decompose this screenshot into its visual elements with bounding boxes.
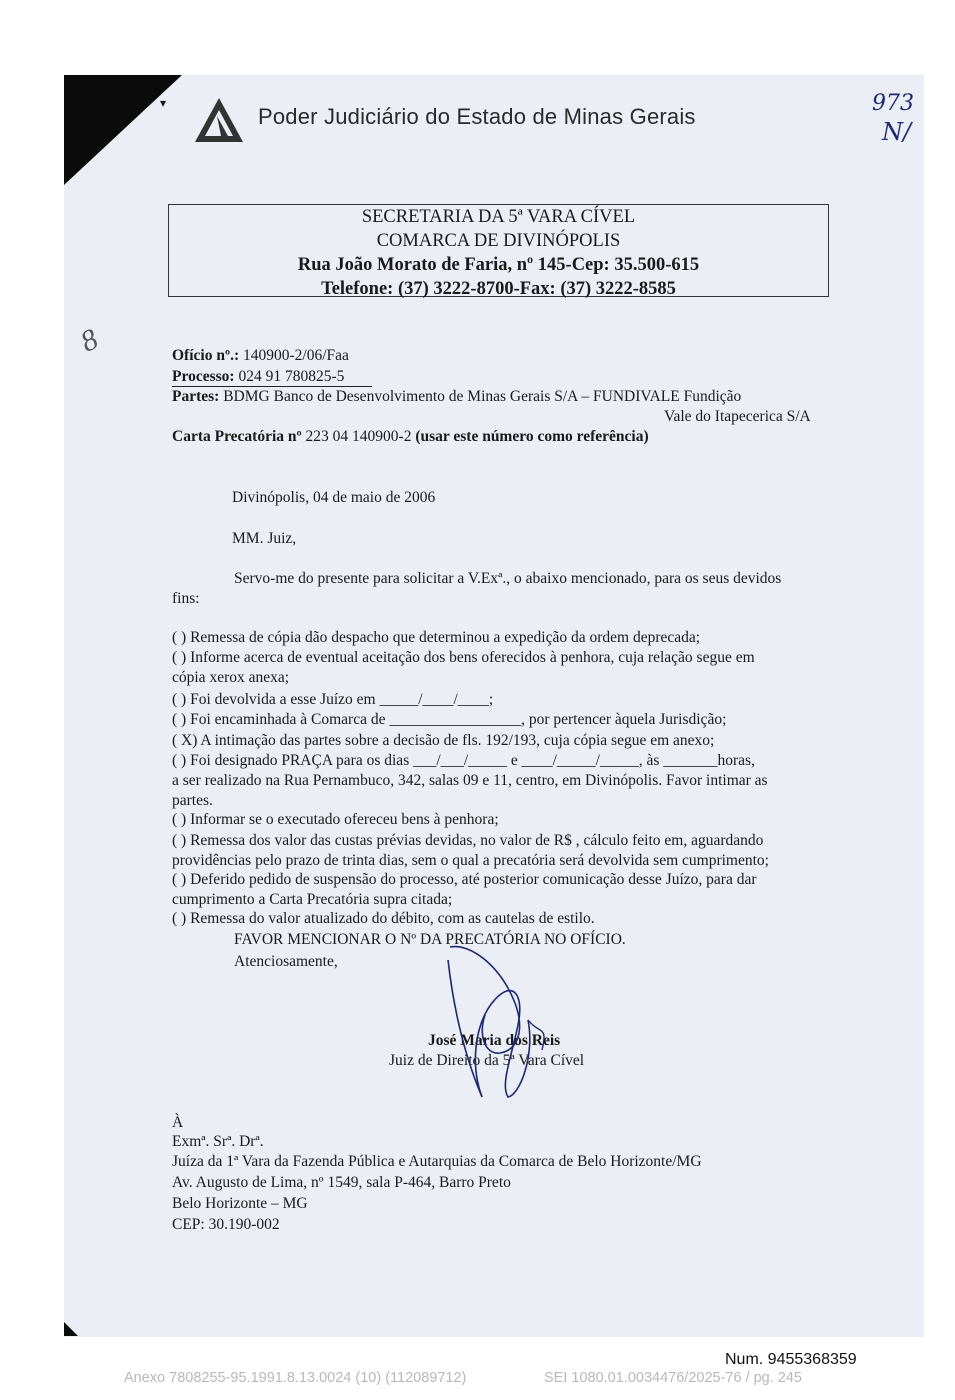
recipient-line-3: Belo Horizonte – MG: [172, 1195, 308, 1212]
date-line: Divinópolis, 04 de maio de 2006: [232, 489, 436, 506]
closing-mention: FAVOR MENCIONAR O Nº DA PRECATÓRIA NO OFÍCIO.: [234, 931, 626, 948]
carta-value: 223 04 140900-2: [305, 428, 412, 445]
scan-corner-shadow-top: [64, 75, 182, 185]
secretaria-header-box: [168, 204, 829, 297]
item-line: ( ) Foi devolvida a esse Juízo em _____/____/____;: [172, 691, 494, 708]
processo-value: 024 91 780825-5: [238, 368, 345, 385]
item-line: cumprimento a Carta Precatória supra citada;: [172, 891, 453, 908]
salutation: MM. Juiz,: [232, 530, 297, 547]
item-line: ( ) Remessa do valor atualizado do débito, com as cautelas de estilo.: [172, 910, 595, 927]
partes-value: BDMG Banco de Desenvolvimento de Minas Gerais S/A – FUNDIVALE Fundição: [223, 388, 742, 405]
secretaria-address: Rua João Morato de Faria, nº 145-Cep: 35.500-615: [297, 255, 700, 275]
judiciary-logo-icon: [193, 96, 245, 144]
signer-role: Juiz de Direito da 5ª Vara Cível: [389, 1052, 585, 1069]
svg-text:N/: N/: [882, 118, 912, 146]
sei-page-footer: SEI 1080.01.0034476/2025-76 / pg. 245: [544, 1370, 802, 1386]
item-line: ( ) Informe acerca de eventual aceitação dos bens oferecidos à penhora, cuja relação segue em: [172, 649, 755, 666]
carta-note: (usar este número como referência): [415, 428, 649, 445]
arrow-mark-icon: ▾: [160, 96, 167, 110]
carta-label: Carta Precatória nº: [172, 428, 302, 445]
intro-line-2: fins:: [172, 590, 200, 607]
svg-text:973: 973: [872, 91, 914, 116]
item-line: ( ) Remessa de cópia dão despacho que determinou a expedição da ordem deprecada;: [172, 629, 701, 646]
item-line: a ser realizado na Rua Pernambuco, 342, salas 09 e 11, centro, em Divinópolis. Favor intimar as: [172, 772, 768, 789]
item-line: ( ) Foi encaminhada à Comarca de _________________, por pertencer àquela Jurisdição;: [172, 711, 727, 728]
item-line-checked: ( X) A intimação das partes sobre a decisão de fls. 192/193, cuja cópia segue em anexo;: [172, 732, 715, 749]
partes-line: [172, 388, 741, 406]
recipient-line-2: Av. Augusto de Lima, nº 1549, sala P-464, Barro Preto: [172, 1174, 511, 1191]
handwritten-signature: [430, 925, 580, 1105]
secretaria-phone: Telefone: (37) 3222-8700-Fax: (37) 3222-8585: [321, 279, 676, 299]
oficio-value: 140900-2/06/Faa: [242, 347, 349, 364]
secretaria-line-1: SECRETARIA DA 5ª VARA CÍVEL: [361, 207, 636, 227]
item-line: partes.: [172, 792, 213, 809]
item-line: ( ) Remessa dos valor das custas prévias devidas, no valor de R$ , cálculo feito em, aguardando: [172, 832, 764, 849]
recipient-line-4: CEP: 30.190-002: [172, 1216, 280, 1233]
secretaria-line-2: COMARCA DE DIVINÓPOLIS: [376, 231, 621, 251]
anexo-footer: Anexo 7808255-95.1991.8.13.0024 (10) (112089712): [124, 1370, 467, 1386]
recipient-treatment: Exmª. Srª. Drª.: [172, 1133, 264, 1150]
partes-label: Partes:: [172, 388, 220, 405]
scan-corner-shadow-bottom: [64, 1322, 78, 1336]
carta-precatoria-line: [172, 428, 649, 446]
oficio-label: Ofício nº.:: [172, 347, 240, 364]
recipient-to: À: [172, 1114, 184, 1131]
processo-line: [172, 368, 372, 387]
document-number-footer: Num. 9455368359: [725, 1351, 857, 1368]
handwritten-margin-mark: 8: [75, 322, 104, 359]
item-line: ( ) Deferido pedido de suspensão do processo, até posterior comunicação desse Juízo, para dar: [172, 871, 757, 888]
item-line: ( ) Foi designado PRAÇA para os dias ___/___/_____ e ____/_____/_____, às _______horas,: [172, 752, 755, 769]
item-line: ( ) Informar se o executado ofereceu bens à penhora;: [172, 811, 499, 828]
closing-regards: Atenciosamente,: [234, 953, 338, 970]
item-line: providências pelo prazo de trinta dias, sem o qual a precatória será devolvida sem cumprimento;: [172, 852, 769, 869]
handwritten-margin-note: [868, 84, 928, 154]
recipient-line-1: Juíza da 1ª Vara da Fazenda Pública e Autarquias da Comarca de Belo Horizonte/MG: [172, 1153, 702, 1170]
intro-line-1: Servo-me do presente para solicitar a V.Exª., o abaixo mencionado, para os seus devidos: [234, 570, 782, 587]
processo-label: Processo:: [172, 368, 235, 385]
signer-name: José Maria dos Reis: [428, 1032, 561, 1049]
partes-value-cont: Vale do Itapecerica S/A: [664, 408, 811, 425]
oficio-line: [172, 347, 349, 365]
item-line: cópia xerox anexa;: [172, 669, 290, 686]
institution-title: Poder Judiciário do Estado de Minas Gerais: [258, 104, 696, 129]
